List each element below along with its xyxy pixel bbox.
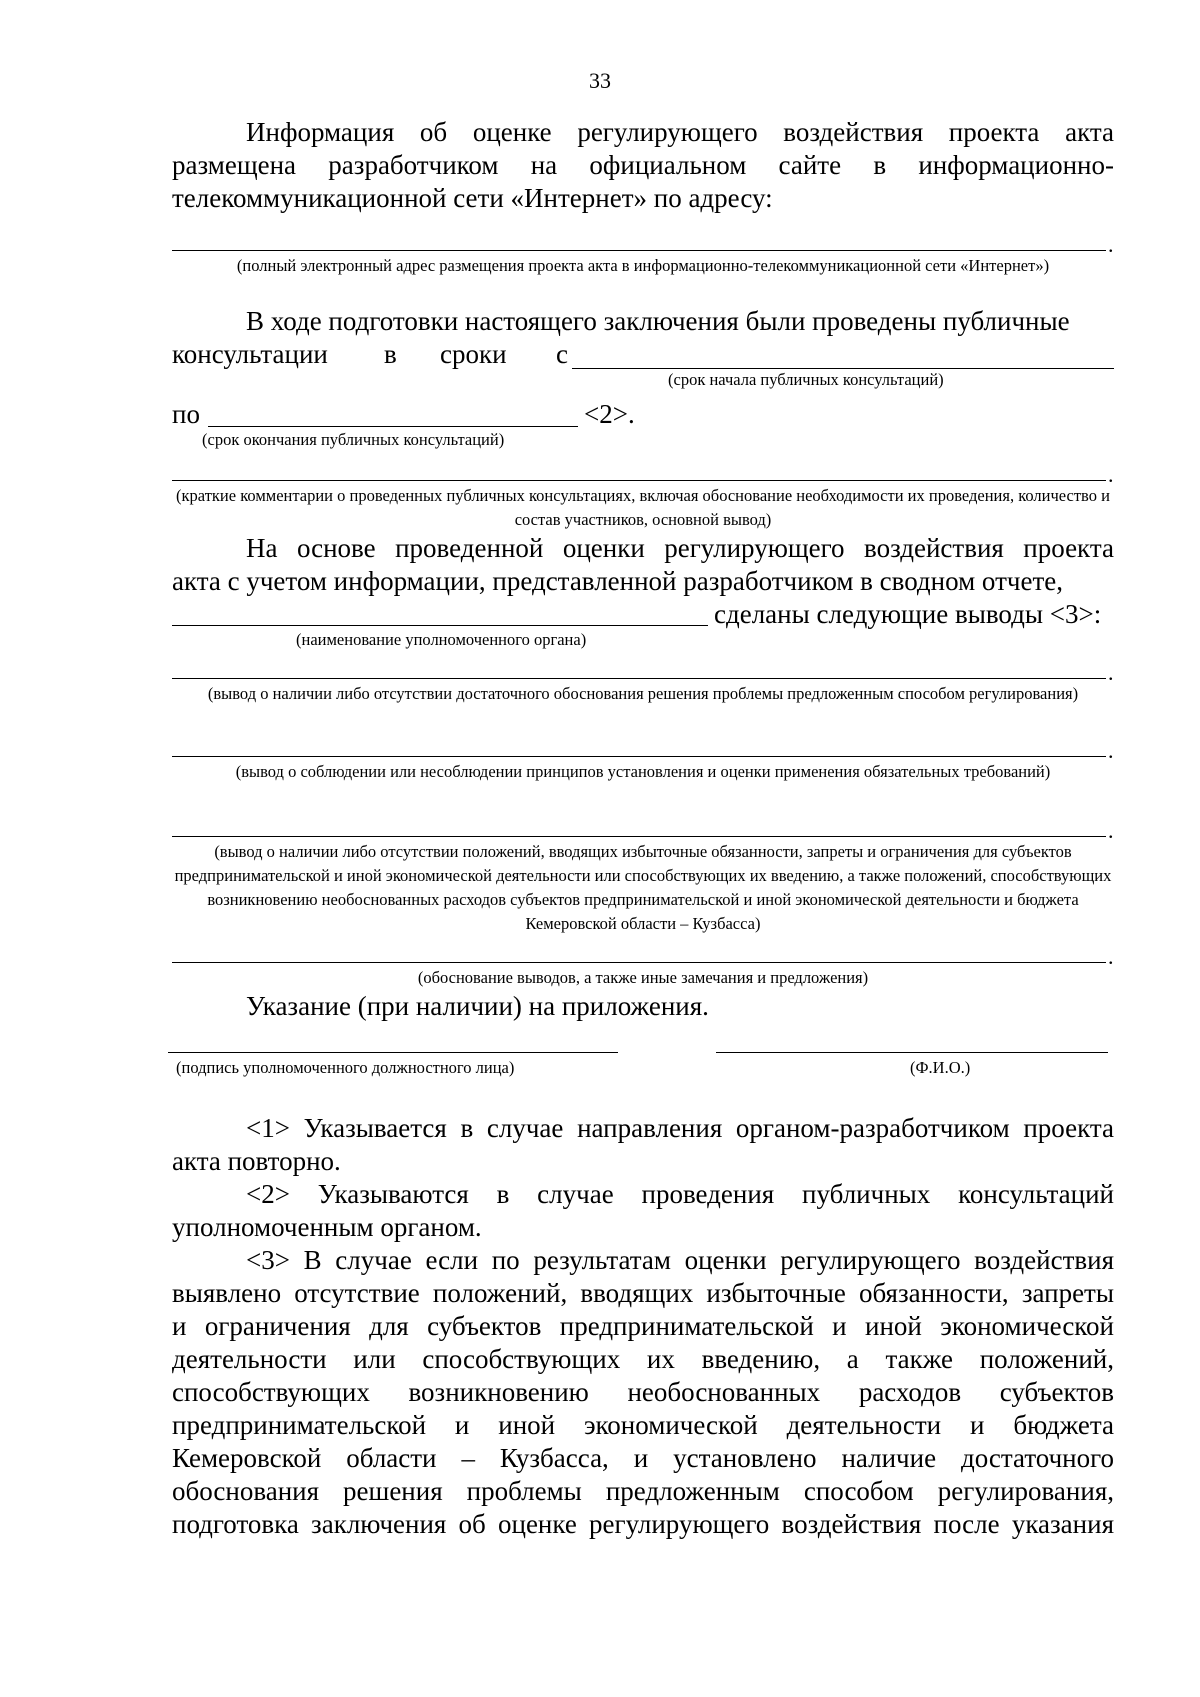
footnote-3-line-2: выявлено отсутствие положений, вводящих избыточные обязанности, запреты	[172, 1278, 1114, 1308]
consult-word-1: консультации	[172, 339, 328, 369]
c4-underline	[172, 962, 1106, 963]
word: проекта	[948, 117, 1040, 147]
address-dot: .	[1108, 232, 1114, 257]
info-line-1	[246, 116, 1114, 149]
info-line-2	[172, 149, 1114, 182]
word: в	[460, 1113, 474, 1143]
footnote-1-line-2: акта повторно.	[172, 1146, 341, 1176]
organ-underline	[172, 625, 708, 626]
c3-dot: .	[1108, 818, 1114, 843]
c3-underline	[172, 836, 1106, 837]
info-line-3: телекоммуникационной сети «Интернет» по адресу:	[172, 183, 773, 213]
word: органом-разработчиком	[735, 1113, 1010, 1143]
footnote-3-line-5: способствующих возникновению необоснованных расходов субъектов	[172, 1377, 1114, 1407]
signature-label: (подпись уполномоченного должностного лица)	[176, 1058, 515, 1077]
footnote-3-line-1: <3> В случае если по результатам оценки регулирующего воздействия	[246, 1245, 1114, 1275]
comments-underline	[172, 480, 1106, 481]
note-organ: (наименование уполномоченного органа)	[296, 630, 587, 649]
word: воздействия	[864, 533, 1004, 563]
footnote-1-line-1	[246, 1112, 1114, 1145]
word: информационно-	[918, 150, 1114, 180]
word: проекта	[1023, 1113, 1114, 1143]
comments-dot: .	[1108, 462, 1114, 487]
word: официальном	[589, 150, 747, 180]
footnote-3-line-7: Кемеровской области – Кузбасса, и установлено наличие достаточного	[172, 1443, 1114, 1473]
footnote-3-line-6: предпринимательской и иной экономической деятельности и бюджета	[172, 1410, 1114, 1440]
note-c3: (вывод о наличии либо отсутствии положений, вводящих избыточные обязанности, запреты и ограничения для субъектов предпринимательской и иной экономической деятельности или способствующих их введению, а также положений, способствующих возникновению необоснованных расходов субъектов предпринимательской и иной экономической деятельности и бюджета Кемеровской области – Кузбасса)	[174, 842, 1112, 933]
ref-2: <2>.	[584, 399, 635, 429]
word: в	[873, 150, 887, 180]
conclusions-text: сделаны следующие выводы <3>:	[714, 599, 1102, 629]
footnote-3-line-8: обоснования решения проблемы предложенным способом регулирования,	[172, 1476, 1114, 1506]
word: направления	[577, 1113, 723, 1143]
c2-underline	[172, 756, 1106, 757]
fio-underline	[716, 1052, 1108, 1053]
note-end: (срок окончания публичных консультаций)	[202, 430, 505, 449]
basis-line-2: акта с учетом информации, представленной разработчиком в сводном отчете,	[172, 566, 1063, 596]
word: Информация	[246, 117, 395, 147]
note-address: (полный электронный адрес размещения проекта акта в информационно-телекоммуникационной сети «Интернет»)	[236, 256, 1050, 275]
consult-word-4: с	[556, 339, 568, 369]
note-c4: (обоснование выводов, а также иные замечания и предложения)	[417, 968, 869, 987]
word: размещена	[172, 150, 297, 180]
word: регулирующего	[664, 533, 845, 563]
word: сайте	[778, 150, 842, 180]
end-date-underline	[208, 426, 578, 427]
word: на	[530, 150, 558, 180]
footnote-3-line-9: подготовка заключения об оценке регулирующего воздействия после указания	[172, 1509, 1114, 1539]
appendix-text: Указание (при наличии) на приложения.	[246, 991, 709, 1021]
c1-dot: .	[1108, 660, 1114, 685]
word: случае	[486, 1113, 564, 1143]
note-c1: (вывод о наличии либо отсутствии достаточного обоснования решения проблемы предложенным способом регулирования)	[207, 684, 1079, 703]
address-underline	[172, 250, 1106, 251]
note-start: (срок начала публичных консультаций)	[668, 370, 944, 389]
word: проекта	[1023, 533, 1114, 563]
word: основе	[296, 533, 376, 563]
fio-label: (Ф.И.О.)	[910, 1058, 971, 1077]
word: Указывается	[303, 1113, 447, 1143]
signature-underline	[168, 1052, 618, 1053]
word: акта	[1065, 117, 1114, 147]
word: оценке	[472, 117, 552, 147]
word: <1>	[246, 1113, 290, 1143]
consult-line-1: В ходе подготовки настоящего заключения были проведены публичные	[246, 306, 1070, 336]
word: воздействия	[783, 117, 924, 147]
word: регулирующего	[577, 117, 758, 147]
word: проведенной	[395, 533, 544, 563]
c2-dot: .	[1108, 738, 1114, 763]
word: об	[419, 117, 448, 147]
footnote-2-line-1: <2> Указываются в случае проведения публичных консультаций	[246, 1179, 1114, 1209]
note-comments: (краткие комментарии о проведенных публичных консультациях, включая обоснование необходимости их проведения, количество и состав участников, основной вывод)	[176, 486, 1110, 529]
basis-line-1	[246, 532, 1114, 565]
footnote-2-line-2: уполномоченным органом.	[172, 1212, 482, 1242]
c4-dot: .	[1108, 944, 1114, 969]
page-number: 33	[589, 68, 611, 93]
word: оценки	[562, 533, 645, 563]
word: разработчиком	[328, 150, 499, 180]
footnote-3-line-3: и ограничения для субъектов предпринимательской и иной экономической	[172, 1311, 1114, 1341]
consult-word-3: сроки	[440, 339, 507, 369]
word: На	[246, 533, 278, 563]
note-c2: (вывод о соблюдении или несоблюдении принципов установления и оценки применения обязательных требований)	[235, 762, 1051, 781]
footnote-3-line-4: деятельности или способствующих их введению, а также положений,	[172, 1344, 1114, 1374]
c1-underline	[172, 678, 1106, 679]
consult-word-2: в	[384, 339, 397, 369]
po-word: по	[172, 399, 200, 429]
